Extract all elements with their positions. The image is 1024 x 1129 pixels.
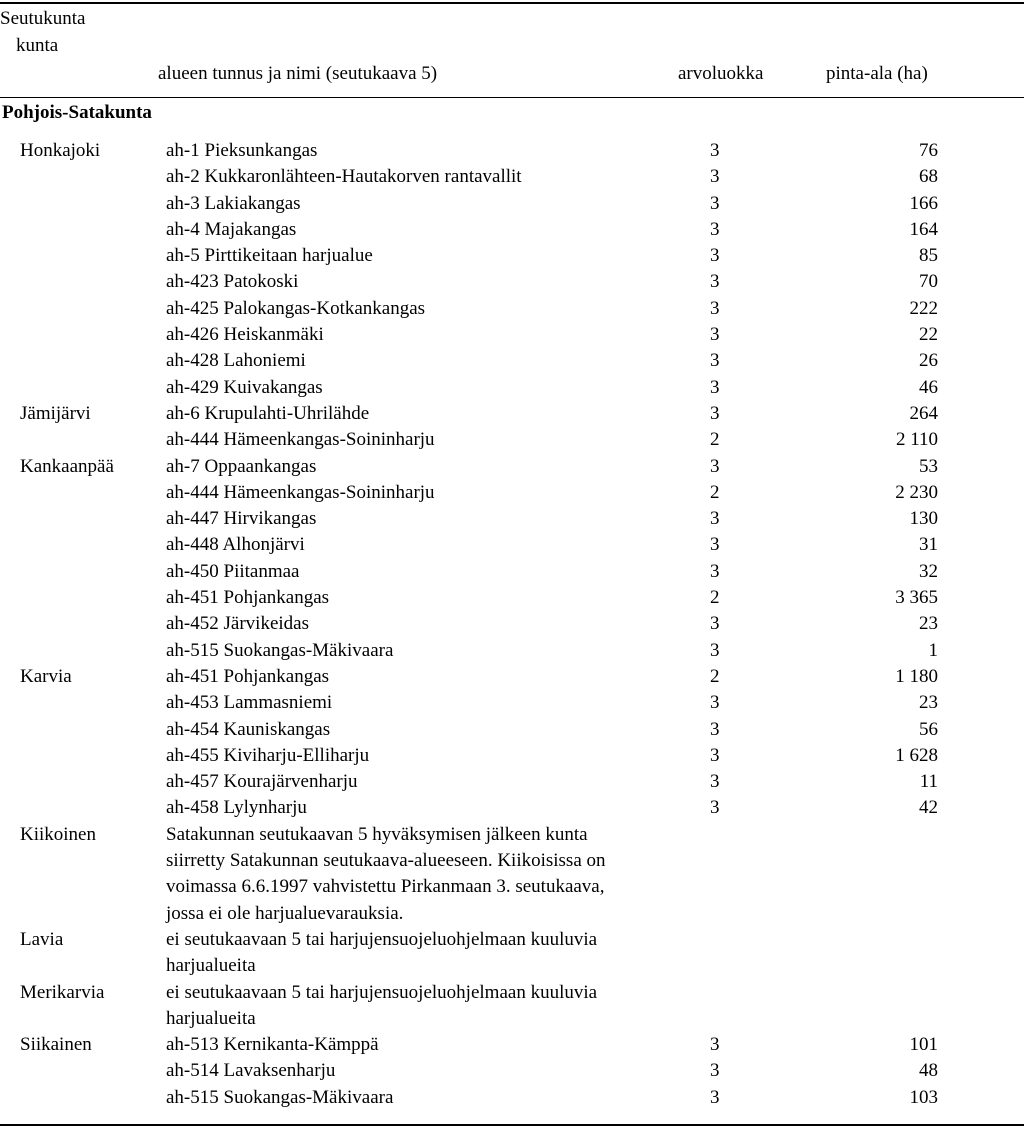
size-cell: 1 180: [895, 665, 938, 687]
municipality-cell: [0, 559, 164, 585]
note-line: harjualueita: [166, 955, 256, 977]
note-row: [0, 980, 1024, 1006]
size-cell: 42: [919, 797, 938, 819]
municipality-cell: [0, 164, 164, 190]
table-row: [0, 375, 1024, 401]
municipality-cell: [0, 532, 164, 558]
area-cell: ah-451 Pohjankangas: [166, 587, 330, 609]
header-municipality: kunta: [16, 35, 59, 56]
municipality-cell: [0, 638, 164, 664]
table-row: [0, 348, 1024, 374]
table-row: [0, 1085, 1024, 1111]
class-cell: 3: [710, 166, 720, 188]
table-body: [0, 138, 1024, 1111]
class-cell: 3: [710, 560, 720, 582]
class-cell: 3: [710, 324, 720, 346]
municipality-cell: Jämijärvi: [20, 402, 91, 424]
note-row: [0, 1006, 1024, 1032]
table-row: [0, 506, 1024, 532]
class-cell: 3: [710, 1034, 720, 1056]
area-cell: ah-513 Kernikanta-Kämppä: [166, 1034, 379, 1056]
table-row: [0, 480, 1024, 506]
class-cell: 3: [710, 508, 720, 530]
size-cell: 11: [919, 771, 938, 793]
municipality-cell: [0, 848, 164, 874]
class-cell: 2: [710, 429, 720, 451]
class-cell: 3: [710, 718, 720, 740]
size-cell: 23: [919, 692, 938, 714]
size-cell: 68: [919, 166, 938, 188]
table-row: [0, 269, 1024, 295]
municipality-cell: [0, 480, 164, 506]
class-cell: 3: [710, 639, 720, 661]
municipality-cell: [0, 427, 164, 453]
size-cell: 23: [919, 613, 938, 635]
size-cell: 103: [909, 1086, 938, 1108]
municipality-cell: [0, 769, 164, 795]
municipality-cell: [0, 322, 164, 348]
size-cell: 53: [919, 455, 938, 477]
class-cell: 3: [710, 192, 720, 214]
table-row: [0, 532, 1024, 558]
municipality-cell: [0, 506, 164, 532]
municipality-cell: [0, 217, 164, 243]
municipality-cell: Siikainen: [20, 1034, 92, 1056]
area-cell: ah-515 Suokangas-Mäkivaara: [166, 639, 394, 661]
municipality-cell: [0, 611, 164, 637]
size-cell: 48: [919, 1060, 938, 1082]
table-row: [0, 296, 1024, 322]
top-rule: [0, 2, 1024, 4]
table-row: [0, 454, 1024, 480]
class-cell: 3: [710, 692, 720, 714]
size-cell: 164: [909, 218, 938, 240]
area-cell: ah-458 Lylynharju: [166, 797, 307, 819]
municipality-cell: [0, 375, 164, 401]
bottom-rule: [0, 1124, 1024, 1126]
area-cell: ah-447 Hirvikangas: [166, 508, 317, 530]
header-size: pinta-ala (ha): [826, 63, 928, 84]
table-row: [0, 638, 1024, 664]
class-cell: 3: [710, 744, 720, 766]
area-cell: ah-451 Pohjankangas: [166, 665, 330, 687]
area-cell: ah-444 Hämeenkangas-Soininharju: [166, 429, 435, 451]
municipality-cell: [0, 585, 164, 611]
area-cell: ah-3 Lakiakangas: [166, 192, 301, 214]
note-row: [0, 848, 1024, 874]
size-cell: 26: [919, 350, 938, 372]
area-cell: ah-515 Suokangas-Mäkivaara: [166, 1086, 394, 1108]
area-cell: ah-452 Järvikeidas: [166, 613, 309, 635]
table-row: [0, 191, 1024, 217]
table-row: [0, 664, 1024, 690]
area-cell: ah-457 Kourajärvenharju: [166, 771, 358, 793]
municipality-cell: [0, 191, 164, 217]
municipality-cell: [0, 743, 164, 769]
area-cell: ah-454 Kauniskangas: [166, 718, 331, 740]
area-cell: ah-428 Lahoniemi: [166, 350, 306, 372]
note-line: Satakunnan seutukaavan 5 hyväksymisen jälkeen kunta: [166, 823, 588, 845]
size-cell: 130: [909, 508, 938, 530]
municipality-cell: [0, 901, 164, 927]
class-cell: 2: [710, 587, 720, 609]
table-row: [0, 1058, 1024, 1084]
table-row: [0, 322, 1024, 348]
table-row: [0, 427, 1024, 453]
class-cell: 3: [710, 1060, 720, 1082]
note-row: [0, 822, 1024, 848]
area-cell: ah-2 Kukkaronlähteen-Hautakorven rantavallit: [166, 166, 522, 188]
municipality-cell: [0, 269, 164, 295]
class-cell: 3: [710, 350, 720, 372]
area-cell: ah-455 Kiviharju-Elliharju: [166, 744, 370, 766]
municipality-cell: [0, 296, 164, 322]
area-cell: ah-514 Lavaksenharju: [166, 1060, 336, 1082]
class-cell: 2: [710, 481, 720, 503]
note-line: voimassa 6.6.1997 vahvistettu Pirkanmaan 3. seutukaava,: [166, 876, 605, 898]
municipality-cell: [0, 795, 164, 821]
area-cell: ah-4 Majakangas: [166, 218, 297, 240]
area-cell: ah-1 Pieksunkangas: [166, 140, 318, 161]
class-cell: 3: [710, 297, 720, 319]
size-cell: 2 110: [895, 429, 938, 451]
area-cell: ah-444 Hämeenkangas-Soininharju: [166, 481, 435, 503]
class-cell: 3: [710, 140, 720, 161]
table-row: [0, 401, 1024, 427]
size-cell: 85: [919, 245, 938, 267]
header-class: arvoluokka: [678, 63, 764, 84]
municipality-cell: Kankaanpää: [20, 455, 114, 477]
size-cell: 101: [909, 1034, 938, 1056]
table-row: [0, 559, 1024, 585]
note-row: [0, 927, 1024, 953]
municipality-cell: [0, 1085, 164, 1111]
table-row: [0, 217, 1024, 243]
municipality-cell: [0, 1058, 164, 1084]
municipality-cell: [0, 874, 164, 900]
size-cell: 22: [919, 324, 938, 346]
municipality-cell: Lavia: [20, 928, 64, 950]
area-cell: ah-453 Lammasniemi: [166, 692, 333, 714]
size-cell: 70: [919, 271, 938, 293]
region-label: Pohjois-Satakunta: [2, 102, 152, 123]
class-cell: 3: [710, 271, 720, 293]
size-cell: 166: [909, 192, 938, 214]
size-cell: 76: [919, 140, 938, 161]
class-cell: 3: [710, 376, 720, 398]
class-cell: 3: [710, 402, 720, 424]
size-cell: 222: [909, 297, 938, 319]
note-line: ei seutukaavaan 5 tai harjujensuojeluohjelmaan kuuluvia: [166, 928, 598, 950]
note-line: jossa ei ole harjualuevarauksia.: [166, 902, 404, 924]
class-cell: 3: [710, 771, 720, 793]
size-cell: 56: [919, 718, 938, 740]
table-row: [0, 769, 1024, 795]
municipality-cell: [0, 717, 164, 743]
class-cell: 3: [710, 534, 720, 556]
area-cell: ah-7 Oppaankangas: [166, 455, 317, 477]
area-cell: ah-6 Krupulahti-Uhrilähde: [166, 402, 370, 424]
class-cell: 3: [710, 455, 720, 477]
table-row: [0, 1032, 1024, 1058]
municipality-cell: [0, 953, 164, 979]
header-rule: [0, 97, 1024, 98]
size-cell: 1 628: [895, 744, 938, 766]
note-line: harjualueita: [166, 1007, 256, 1029]
table-row: [0, 743, 1024, 769]
municipality-cell: Karvia: [20, 665, 72, 687]
class-cell: 3: [710, 218, 720, 240]
class-cell: 3: [710, 797, 720, 819]
municipality-cell: [0, 348, 164, 374]
size-cell: 1: [928, 639, 938, 661]
class-cell: 3: [710, 245, 720, 267]
area-cell: ah-423 Patokoski: [166, 271, 299, 293]
class-cell: 3: [710, 1086, 720, 1108]
municipality-cell: [0, 243, 164, 269]
municipality-cell: [0, 690, 164, 716]
area-cell: ah-450 Piitanmaa: [166, 560, 300, 582]
table-row: [0, 243, 1024, 269]
note-row: [0, 874, 1024, 900]
municipality-cell: Merikarvia: [20, 981, 105, 1003]
table-row: [0, 138, 1024, 164]
size-cell: 264: [909, 402, 938, 424]
table-row: [0, 690, 1024, 716]
class-cell: 2: [710, 665, 720, 687]
size-cell: 46: [919, 376, 938, 398]
municipality-cell: Kiikoinen: [20, 823, 96, 845]
note-line: siirretty Satakunnan seutukaava-alueeseen. Kiikoisissa on: [166, 850, 606, 872]
area-cell: ah-448 Alhonjärvi: [166, 534, 305, 556]
header-area: alueen tunnus ja nimi (seutukaava 5): [158, 63, 438, 84]
area-cell: ah-429 Kuivakangas: [166, 376, 323, 398]
class-cell: 3: [710, 613, 720, 635]
note-line: ei seutukaavaan 5 tai harjujensuojeluohjelmaan kuuluvia: [166, 981, 598, 1003]
table-row: [0, 164, 1024, 190]
area-cell: ah-5 Pirttikeitaan harjualue: [166, 245, 373, 267]
municipality-cell: [0, 1006, 164, 1032]
header-region: Seutukunta: [0, 8, 86, 29]
area-cell: ah-426 Heiskanmäki: [166, 324, 324, 346]
size-cell: 31: [919, 534, 938, 556]
table-row: [0, 795, 1024, 821]
table-row: [0, 717, 1024, 743]
table-row: [0, 611, 1024, 637]
table-row: [0, 585, 1024, 611]
size-cell: 2 230: [895, 481, 938, 503]
note-row: [0, 953, 1024, 979]
size-cell: 32: [919, 560, 938, 582]
size-cell: 3 365: [895, 587, 938, 609]
municipality-cell: Honkajoki: [20, 140, 101, 161]
note-row: [0, 901, 1024, 927]
area-cell: ah-425 Palokangas-Kotkankangas: [166, 297, 426, 319]
